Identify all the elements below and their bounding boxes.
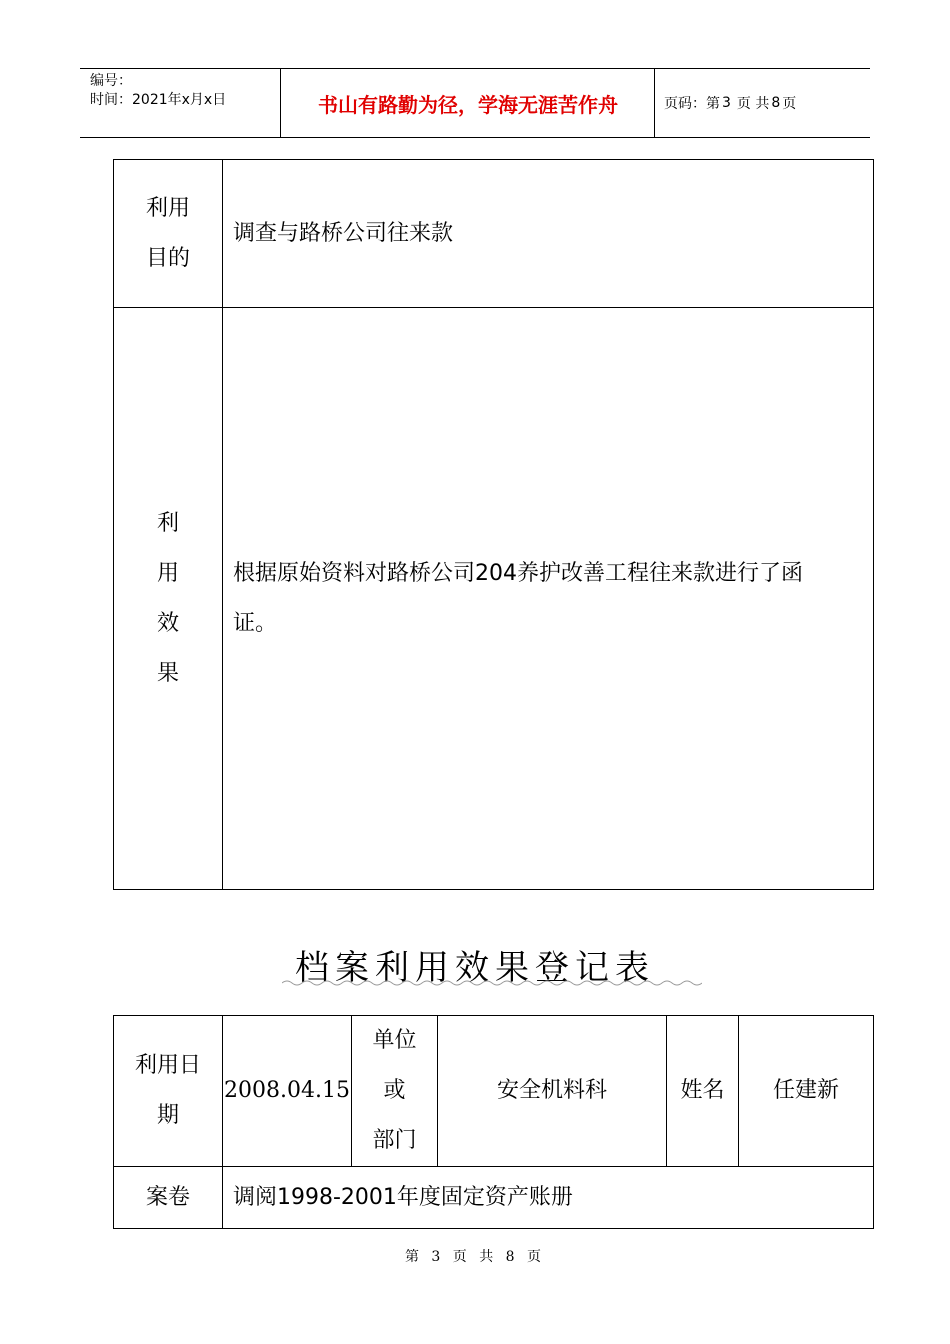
page-total: 8 xyxy=(771,95,781,111)
page-number: 3 xyxy=(722,95,731,111)
usage-register-table xyxy=(113,1015,874,1229)
page-mid: 页 共 xyxy=(736,96,770,112)
date-value: 2008.04.15 xyxy=(223,1016,352,1167)
purpose-value: 调查与路桥公司往来款 xyxy=(223,160,874,308)
usage-table-continued xyxy=(113,159,874,890)
time-label: 时间：2021年x月x日 xyxy=(90,92,227,108)
purpose-label: 利用 目的 xyxy=(114,160,223,308)
unit-label: 单位 或 部门 xyxy=(352,1016,438,1167)
effect-value: 根据原始资料对路桥公司204养护改善工程往来款进行了函 证。 xyxy=(223,308,874,890)
page-end: 页 xyxy=(782,96,797,112)
name-label: 姓名 xyxy=(667,1016,739,1167)
file-label: 案卷 xyxy=(114,1167,223,1229)
date-label: 利用日 期 xyxy=(114,1016,223,1167)
header-page-info xyxy=(664,69,798,137)
page-header xyxy=(80,68,870,138)
page-footer: 第 3 页 共 8 页 xyxy=(404,1249,546,1265)
effect-label: 利 用 效 果 xyxy=(114,308,223,890)
unit-value: 安全机料科 xyxy=(438,1016,667,1167)
name-value: 任建新 xyxy=(739,1016,874,1167)
serial-label: 编号： xyxy=(90,73,132,89)
file-value: 调阅1998-2001年度固定资产账册 xyxy=(223,1167,874,1229)
header-meta xyxy=(80,69,281,137)
form-title: 档案利用效果登记表 xyxy=(295,948,655,988)
title-wavy-underline xyxy=(282,978,702,988)
header-motto: 书山有路勤为径，学海无涯苦作舟 xyxy=(282,69,655,137)
page-label: 页码：第 xyxy=(664,96,720,112)
